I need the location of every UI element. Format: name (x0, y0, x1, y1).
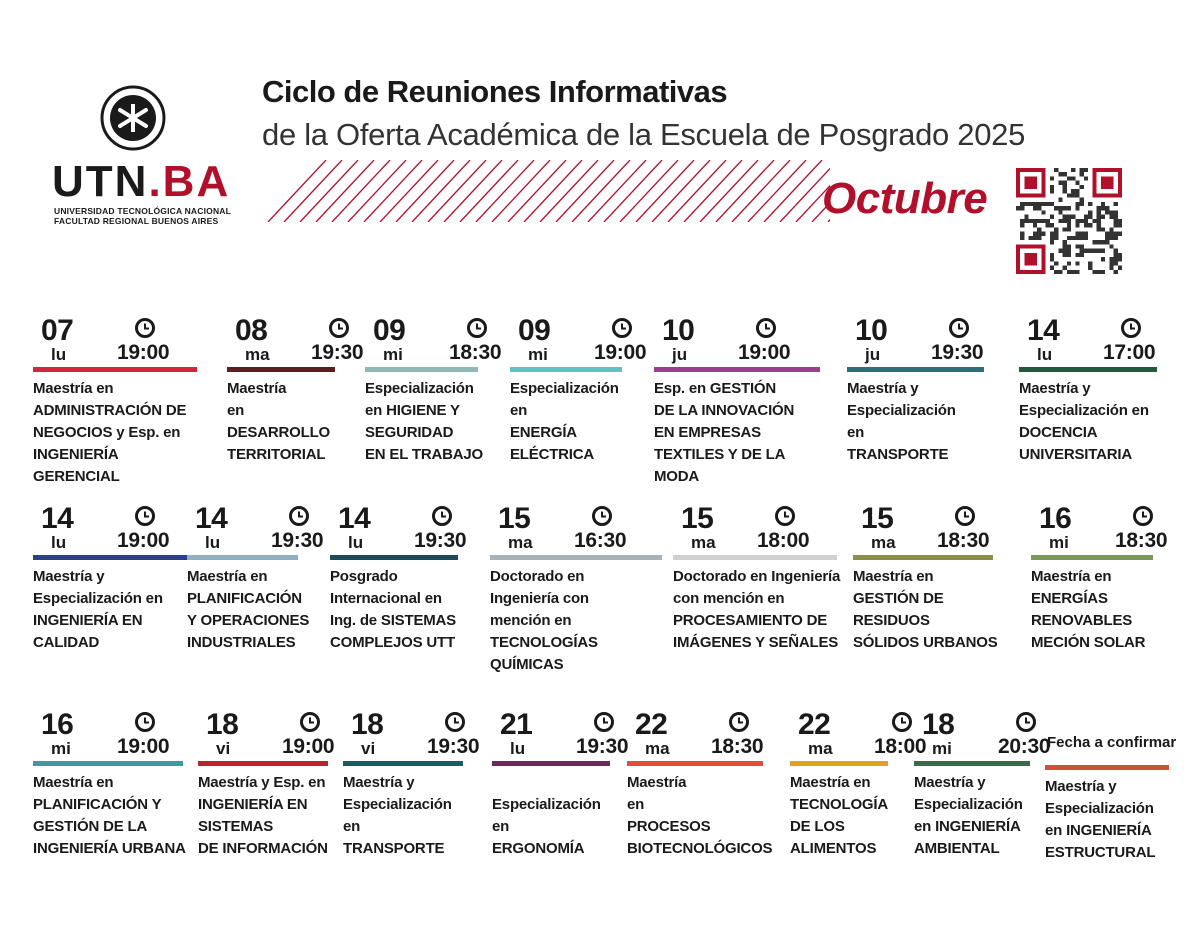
event-day: 14 (41, 502, 74, 535)
event-date-tbc: Fecha a confirmar (1047, 734, 1177, 751)
event-color-bar (365, 367, 478, 372)
event-day: 15 (681, 502, 714, 535)
event-color-bar (1045, 765, 1169, 770)
event-day: 14 (195, 502, 228, 535)
clock-icon (612, 318, 632, 338)
event-color-bar (654, 367, 820, 372)
event-day: 08 (235, 314, 268, 347)
event-color-bar (490, 555, 662, 560)
event-color-bar (187, 555, 298, 560)
clock-icon (135, 318, 155, 338)
event-card (627, 710, 802, 870)
event-weekday: ma (245, 345, 270, 364)
clock-icon (289, 506, 309, 526)
event-color-bar (343, 761, 463, 766)
brand-faculty-name: FACULTAD REGIONAL BUENOS AIRES (54, 216, 219, 226)
event-description: Maestría y Especialización en INGENIERÍA EN CALIDAD (33, 568, 163, 651)
month-title: Octubre (822, 174, 988, 223)
clock-icon (445, 712, 465, 732)
clock-icon (756, 318, 776, 338)
event-time: 18:30 (449, 341, 502, 364)
clock-icon (1133, 506, 1153, 526)
event-color-bar (33, 367, 197, 372)
event-color-bar (1031, 555, 1153, 560)
event-weekday: mi (528, 345, 548, 364)
event-time: 18:30 (937, 529, 990, 552)
clock-icon (775, 506, 795, 526)
event-weekday: vi (216, 739, 231, 758)
event-weekday: mi (51, 739, 71, 758)
event-description: Maestría y Especialización en INGENIERÍA AMBIENTAL (914, 774, 1023, 857)
event-time: 16:30 (574, 529, 627, 552)
event-day: 09 (373, 314, 406, 347)
clock-icon (135, 712, 155, 732)
event-day: 09 (518, 314, 551, 347)
event-description: Maestría en GESTIÓN DE RESIDUOS SÓLIDOS URBANOS (853, 568, 998, 651)
event-color-bar (790, 761, 888, 766)
brand-suffix: .BA (148, 157, 231, 206)
event-weekday: ma (691, 533, 716, 552)
event-card (330, 504, 505, 664)
event-description: Maestría y Esp. en INGENIERÍA EN SISTEMAS DE INFORMACIÓN (198, 774, 328, 857)
event-description: Maestría en ADMINISTRACIÓN DE NEGOCIOS y Esp. en INGENIERÍA GERENCIAL (33, 380, 187, 485)
event-day: 16 (41, 708, 74, 741)
event-day: 16 (1039, 502, 1072, 535)
event-description: Especialización en ENERGÍA ELÉCTRICA (510, 380, 619, 463)
event-time: 20:30 (998, 735, 1051, 758)
event-weekday: ju (672, 345, 688, 364)
event-weekday: lu (510, 739, 526, 758)
clock-icon (300, 712, 320, 732)
event-day: 14 (338, 502, 371, 535)
event-time: 19:00 (738, 341, 791, 364)
event-weekday: ma (645, 739, 670, 758)
event-weekday: lu (51, 533, 67, 552)
event-weekday: lu (205, 533, 221, 552)
clock-icon (949, 318, 969, 338)
event-card (490, 502, 665, 673)
event-time: 18:00 (757, 529, 810, 552)
event-card (847, 316, 1022, 476)
clock-icon (955, 506, 975, 526)
event-day: 15 (861, 502, 894, 535)
event-description: Especialización en HIGIENE Y SEGURIDAD EN EL TRABAJO (365, 380, 483, 463)
event-description: Especialización en ERGONOMÍA (492, 796, 601, 857)
event-day: 18 (206, 708, 239, 741)
event-description: Maestría y Especialización en TRANSPORTE (343, 774, 452, 857)
brand-logo-text (52, 157, 231, 206)
event-color-bar (33, 555, 197, 560)
clock-icon (329, 318, 349, 338)
event-color-bar (227, 367, 335, 372)
utn-emblem-icon (100, 85, 166, 151)
event-description: Posgrado Internacional en Ing. de SISTEMAS COMPLEJOS UTT (330, 568, 456, 651)
event-weekday: lu (348, 533, 364, 552)
event-card-tbc (1045, 714, 1200, 874)
event-weekday: mi (383, 345, 403, 364)
clock-icon (135, 506, 155, 526)
event-time: 19:00 (594, 341, 647, 364)
clock-icon (1121, 318, 1141, 338)
event-time: 19:00 (117, 341, 170, 364)
event-card (1031, 504, 1200, 664)
brand-name: UTN (52, 157, 149, 206)
event-time: 19:30 (311, 341, 364, 364)
event-day: 18 (922, 708, 955, 741)
event-card (33, 504, 208, 664)
clock-icon (1016, 712, 1036, 732)
event-weekday: mi (1049, 533, 1069, 552)
event-card (1019, 316, 1194, 476)
event-day: 22 (635, 708, 668, 741)
event-day: 22 (798, 708, 831, 741)
clock-icon (592, 506, 612, 526)
event-card (33, 710, 208, 870)
event-time: 19:00 (117, 735, 170, 758)
event-time: 19:30 (931, 341, 984, 364)
event-weekday: ma (508, 533, 533, 552)
event-color-bar (853, 555, 993, 560)
event-time: 18:30 (1115, 529, 1168, 552)
event-description: Maestría y Especialización en DOCENCIA UNIVERSITARIA (1019, 380, 1149, 463)
event-day: 18 (351, 708, 384, 741)
event-description: Maestría en PROCESOS BIOTECNOLÓGICOS (627, 774, 773, 857)
event-card (673, 504, 848, 664)
event-description: Maestría en PLANIFICACIÓN Y GESTIÓN DE LA INGENIERÍA URBANA (33, 774, 186, 857)
event-color-bar (198, 761, 328, 766)
event-weekday: ma (808, 739, 833, 758)
event-time: 17:00 (1103, 341, 1156, 364)
event-color-bar (492, 761, 610, 766)
event-card (853, 504, 1028, 664)
event-description: Doctorado en Ingeniería con mención en PROCESAMIENTO DE IMÁGENES Y SEÑALES (673, 568, 841, 651)
event-day: 15 (498, 502, 531, 535)
event-description: Maestría en PLANIFICACIÓN Y OPERACIONES INDUSTRIALES (187, 568, 310, 651)
event-weekday: mi (932, 739, 952, 758)
brand-university-name: UNIVERSIDAD TECNOLÓGICA NACIONAL (54, 206, 232, 216)
event-description: Doctorado en Ingeniería con mención en TECNOLOGÍAS QUÍMICAS (490, 568, 598, 673)
event-day: 21 (500, 708, 533, 741)
event-description: Maestría en ENERGÍAS RENOVABLES MECIÓN SOLAR (1031, 568, 1146, 651)
event-day: 14 (1027, 314, 1060, 347)
event-weekday: ma (871, 533, 896, 552)
page-subtitle: de la Oferta Académica de la Escuela de Posgrado 2025 (262, 117, 1026, 152)
event-color-bar (510, 367, 622, 372)
event-time: 19:30 (427, 735, 480, 758)
event-color-bar (33, 761, 183, 766)
event-card (654, 314, 829, 485)
page-title: Ciclo de Reuniones Informativas (262, 74, 728, 109)
clock-icon (594, 712, 614, 732)
event-day: 10 (855, 314, 888, 347)
clock-icon (432, 506, 452, 526)
event-time: 18:30 (711, 735, 764, 758)
event-weekday: ju (865, 345, 881, 364)
event-weekday: lu (1037, 345, 1053, 364)
event-time: 19:00 (282, 735, 335, 758)
event-time: 19:30 (576, 735, 629, 758)
event-description: Maestría y Especialización en INGENIERÍA ESTRUCTURAL (1045, 778, 1156, 861)
event-weekday: lu (51, 345, 67, 364)
event-time: 19:00 (117, 529, 170, 552)
decorative-hatch-lines (264, 160, 830, 222)
event-color-bar (330, 555, 458, 560)
event-description: Maestría en TECNOLOGÍA DE LOS ALIMENTOS (790, 774, 888, 857)
event-color-bar (673, 555, 837, 560)
event-color-bar (914, 761, 1030, 766)
event-time: 19:30 (271, 529, 324, 552)
clock-icon (729, 712, 749, 732)
event-day: 07 (41, 314, 74, 347)
event-time: 18:00 (874, 735, 927, 758)
qr-code-icon[interactable] (1016, 168, 1122, 274)
event-weekday: vi (361, 739, 376, 758)
clock-icon (892, 712, 912, 732)
event-color-bar (627, 761, 763, 766)
event-color-bar (1019, 367, 1157, 372)
event-description: Maestría en DESARROLLO TERRITORIAL (227, 380, 331, 463)
event-card (33, 314, 208, 485)
event-description: Maestría y Especialización en TRANSPORTE (847, 380, 956, 463)
event-day: 10 (662, 314, 695, 347)
clock-icon (467, 318, 487, 338)
event-time: 19:30 (414, 529, 467, 552)
event-description: Esp. en GESTIÓN DE LA INNOVACIÓN EN EMPRESAS TEXTILES Y DE LA MODA (654, 380, 795, 485)
event-color-bar (847, 367, 984, 372)
